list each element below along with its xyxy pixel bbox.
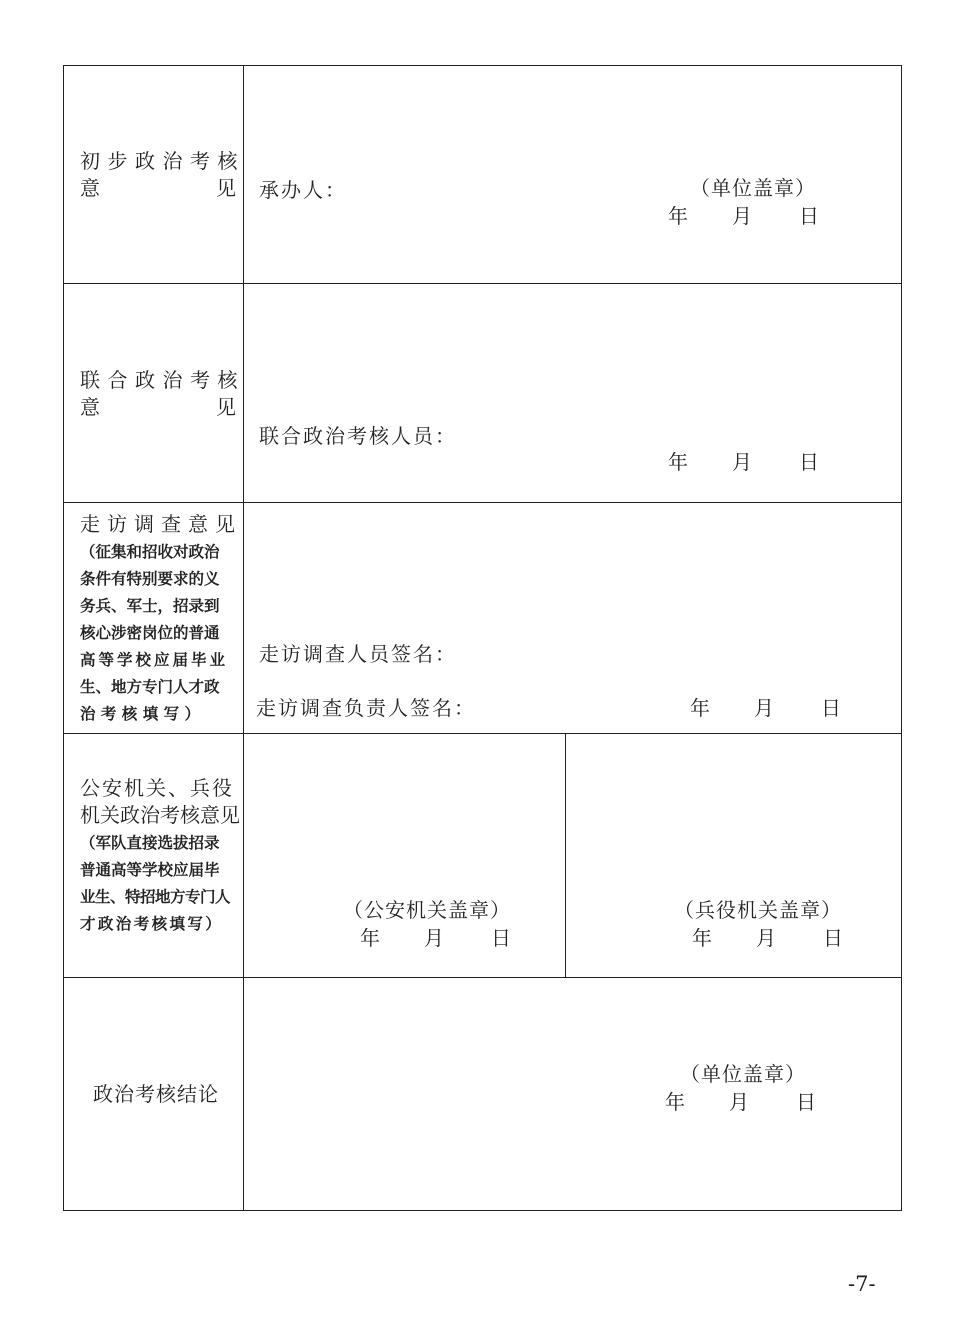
date-year: 年 bbox=[360, 926, 380, 950]
row3-note-line: 生、地方专门人才政 bbox=[80, 678, 220, 696]
row3-note-line: 核心涉密岗位的普通 bbox=[80, 624, 220, 642]
row3-label: 走访调查意见 bbox=[80, 512, 242, 536]
row1-unit-stamp: （单位盖章） bbox=[690, 176, 816, 200]
row4-note-line: （军队直接选拔招录 bbox=[80, 834, 220, 852]
row4-label-line2: 机关政治考核意见 bbox=[80, 803, 240, 827]
stamp-column-divider bbox=[565, 733, 566, 977]
row4-note-line: 才 政 治 考 核 填 写 ） bbox=[80, 915, 220, 933]
date-day: 日 bbox=[491, 926, 511, 950]
row-divider-4 bbox=[63, 977, 902, 978]
row5-unit-stamp: （单位盖章） bbox=[680, 1062, 806, 1086]
date-year: 年 bbox=[668, 450, 688, 474]
date-year: 年 bbox=[690, 696, 710, 720]
row3-note-line: （征集和招收对政治 bbox=[80, 543, 220, 561]
police-stamp-label: （公安机关盖章） bbox=[343, 898, 511, 922]
date-day: 日 bbox=[799, 450, 819, 474]
row3-note-line: 高等学校应届毕业 bbox=[80, 651, 229, 669]
date-month: 月 bbox=[756, 926, 776, 950]
row2-label-line1: 联合政治考核 bbox=[80, 368, 245, 392]
row3-note-line: 治 考 核 填 写 ） bbox=[80, 705, 200, 723]
date-day: 日 bbox=[823, 926, 843, 950]
row5-label: 政治考核结论 bbox=[93, 1082, 219, 1106]
label-column-divider bbox=[243, 65, 244, 1211]
date-month: 月 bbox=[754, 696, 774, 720]
date-day: 日 bbox=[799, 204, 819, 228]
date-month: 月 bbox=[732, 204, 752, 228]
row1-handler-label: 承办人： bbox=[259, 178, 347, 202]
row1-label-line1: 初步政治考核 bbox=[80, 149, 245, 173]
row-divider-2 bbox=[63, 502, 902, 503]
row4-label-line1: 公安机关、兵役 bbox=[80, 776, 234, 800]
row4-date-left bbox=[360, 925, 520, 951]
row2-label-line2-a: 意 bbox=[80, 395, 100, 419]
row4-date-right bbox=[692, 925, 852, 951]
row3-date bbox=[690, 695, 850, 721]
date-month: 月 bbox=[732, 450, 752, 474]
row3-note-line: 条件有特别要求的义 bbox=[80, 570, 220, 588]
row4-note-line: 普通高等学校应届毕 bbox=[80, 861, 220, 879]
row3-note bbox=[80, 539, 240, 728]
row1-label-line2-b: 见 bbox=[216, 176, 236, 200]
row4-note bbox=[80, 830, 240, 938]
military-stamp-label: （兵役机关盖章） bbox=[674, 898, 842, 922]
date-year: 年 bbox=[665, 1090, 685, 1114]
row1-date bbox=[668, 203, 828, 229]
row2-date bbox=[668, 449, 828, 475]
row3-leader-label: 走访调查负责人签名： bbox=[256, 696, 476, 720]
date-month: 月 bbox=[729, 1090, 749, 1114]
row2-personnel-label: 联合政治考核人员： bbox=[259, 424, 457, 448]
row2-label-line2-b: 见 bbox=[216, 395, 236, 419]
row-divider-1 bbox=[63, 283, 902, 284]
row5-date bbox=[665, 1089, 825, 1115]
row1-label-line2-a: 意 bbox=[80, 176, 100, 200]
page-number: -7- bbox=[848, 1272, 876, 1296]
row4-note-line: 业生、特招地方专门人 bbox=[80, 888, 231, 906]
date-day: 日 bbox=[821, 696, 841, 720]
date-year: 年 bbox=[668, 204, 688, 228]
row3-signer-label: 走访调查人员签名： bbox=[259, 642, 457, 666]
date-year: 年 bbox=[692, 926, 712, 950]
date-day: 日 bbox=[796, 1090, 816, 1114]
date-month: 月 bbox=[424, 926, 444, 950]
row-divider-3 bbox=[63, 733, 902, 734]
row3-note-line: 务兵、军士，招录到 bbox=[80, 597, 220, 615]
